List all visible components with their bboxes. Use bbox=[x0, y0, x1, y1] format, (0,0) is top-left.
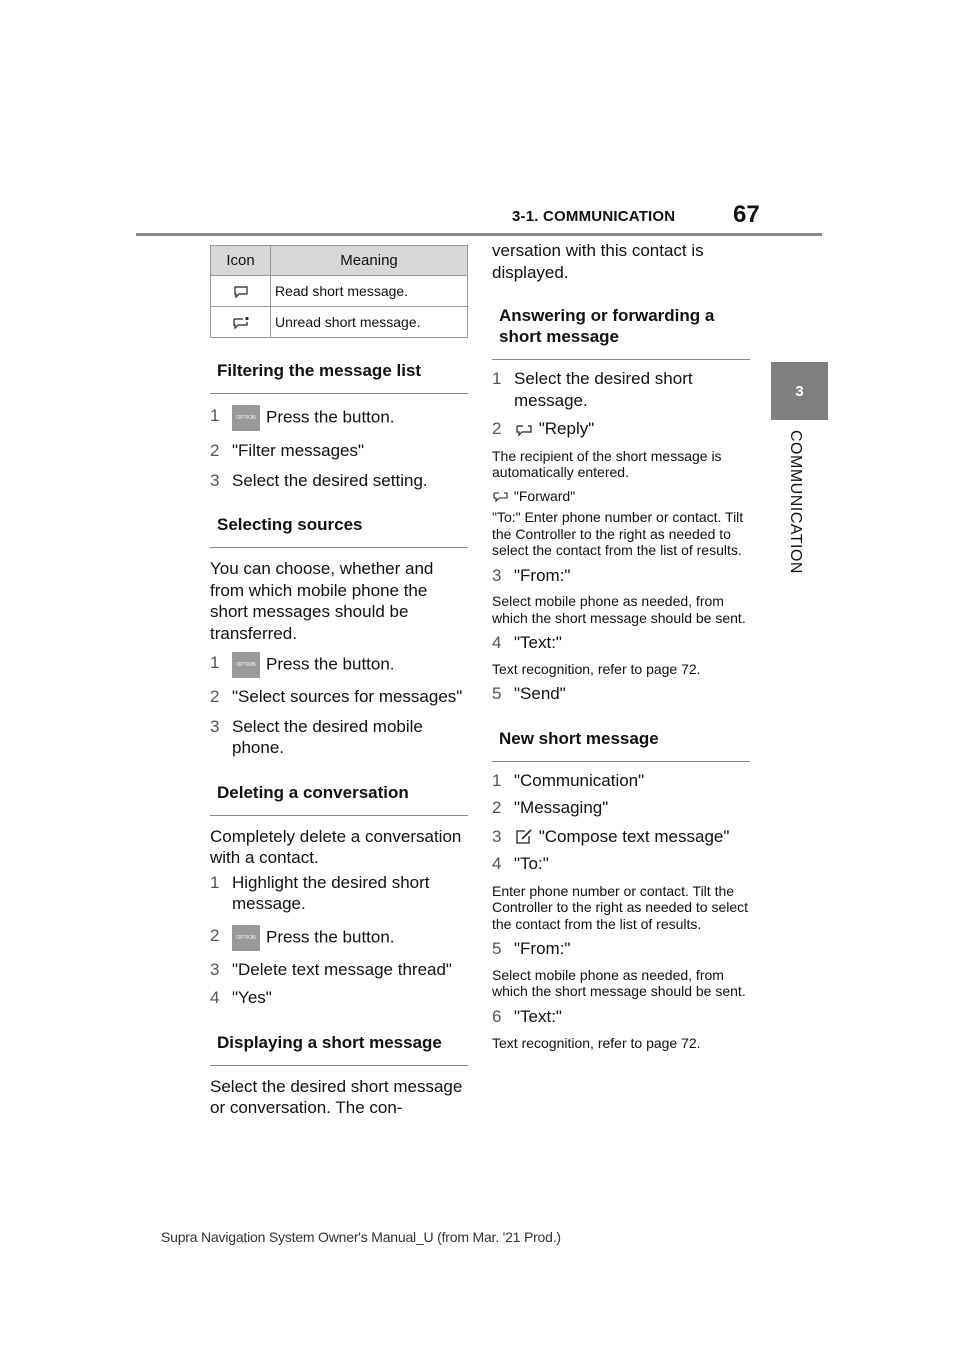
list-item: 2 "Select sources for messages" bbox=[210, 687, 463, 706]
list-item: 2 "Filter messages" bbox=[210, 441, 365, 460]
note: The recipient of the short message is automatically entered. bbox=[492, 447, 722, 480]
icon-column-header: Icon bbox=[211, 246, 271, 276]
list-item: 2 "Messaging" bbox=[492, 798, 609, 817]
list-item: 3 Select the desired setting. bbox=[210, 470, 428, 490]
compose-icon bbox=[514, 828, 534, 846]
section-heading: Answering or forwarding a short message bbox=[492, 305, 750, 360]
forward-icon bbox=[492, 490, 510, 503]
header-divider bbox=[136, 233, 822, 236]
list-item: 1 OPTION Press the button. bbox=[210, 652, 468, 678]
list-item: 1 Highlight the desired short message. bbox=[210, 872, 430, 913]
chapter-tab-label: COMMUNICATION bbox=[787, 430, 804, 574]
left-column bbox=[210, 245, 468, 1119]
list-item: 4 "To:" bbox=[492, 854, 549, 873]
message-bubble-read-icon bbox=[233, 285, 249, 299]
right-column bbox=[492, 240, 750, 1052]
list-item: 1 Select the desired short message. bbox=[492, 369, 693, 410]
list-item: 3 "From:" bbox=[492, 565, 571, 585]
note: Text recognition, refer to page 72. bbox=[492, 660, 701, 677]
meaning-cell: Unread short message. bbox=[271, 307, 468, 338]
section-heading: Displaying a short message bbox=[210, 1032, 468, 1066]
list-item: 6 "Text:" bbox=[492, 1006, 562, 1026]
list-item: 4 "Text:" bbox=[492, 633, 562, 652]
list-item: 1 "Communication" bbox=[492, 770, 645, 790]
note: Enter phone number or contact. Tilt the Controller to the right as needed to select the contact from the list of results. bbox=[492, 882, 749, 932]
list-item: 4 "Yes" bbox=[210, 988, 272, 1007]
icon-table bbox=[210, 245, 468, 338]
note: Text recognition, refer to page 72. bbox=[492, 1035, 701, 1051]
message-bubble-unread-icon bbox=[232, 316, 250, 330]
page-number: 67 bbox=[733, 201, 760, 228]
list-item: 1 OPTION Press the button. bbox=[210, 405, 468, 431]
paragraph: versation with this contact is displayed. bbox=[492, 241, 704, 282]
icon-table-header bbox=[211, 246, 468, 276]
note: "To:" Enter phone number or contact. Tilt the Controller to the right as needed to select the contact from the list of results. bbox=[492, 509, 744, 558]
chapter-tab-number: 3 bbox=[771, 362, 828, 420]
option-button-icon: OPTION bbox=[232, 925, 260, 951]
section-title: 3-1. COMMUNICATION bbox=[512, 208, 676, 225]
meaning-cell: Read short message. bbox=[271, 276, 468, 307]
list-item: 5 "From:" bbox=[492, 939, 571, 958]
section-heading: Selecting sources bbox=[210, 514, 468, 548]
list-item: 2 OPTION Press the button. bbox=[210, 925, 468, 951]
list-item: 3 "Compose text message" bbox=[492, 826, 730, 846]
list-item: 3 "Delete text message thread" bbox=[210, 959, 452, 979]
list-item: 5 "Send" bbox=[492, 684, 566, 703]
forward-option: "Forward" bbox=[492, 488, 750, 505]
paragraph: Completely delete a conversation with a contact. bbox=[210, 826, 462, 867]
option-button-icon: OPTION bbox=[232, 652, 260, 678]
note: Select mobile phone as needed, from which the short message should be sent. bbox=[492, 593, 746, 626]
footer-manual-title: Supra Navigation System Owner's Manual_U (from Mar. '21 Prod.) bbox=[161, 1229, 561, 1245]
note: Select mobile phone as needed, from which the short message should be sent. bbox=[492, 966, 746, 999]
list-item: 2 "Reply" bbox=[492, 419, 595, 438]
reply-icon bbox=[514, 423, 534, 437]
paragraph: Select the desired short message or conversation. The con- bbox=[210, 1076, 463, 1117]
table-row bbox=[211, 276, 468, 307]
list-item: 3 Select the desired mobile phone. bbox=[210, 716, 423, 757]
section-heading: New short message bbox=[492, 728, 750, 762]
section-heading: Filtering the message list bbox=[210, 360, 468, 394]
paragraph: You can choose, whether and from which mobile phone the short messages should be transferred. bbox=[210, 559, 434, 643]
meaning-column-header: Meaning bbox=[271, 246, 468, 276]
option-button-icon: OPTION bbox=[232, 405, 260, 431]
table-row bbox=[211, 307, 468, 338]
section-heading: Deleting a conversation bbox=[210, 782, 468, 816]
